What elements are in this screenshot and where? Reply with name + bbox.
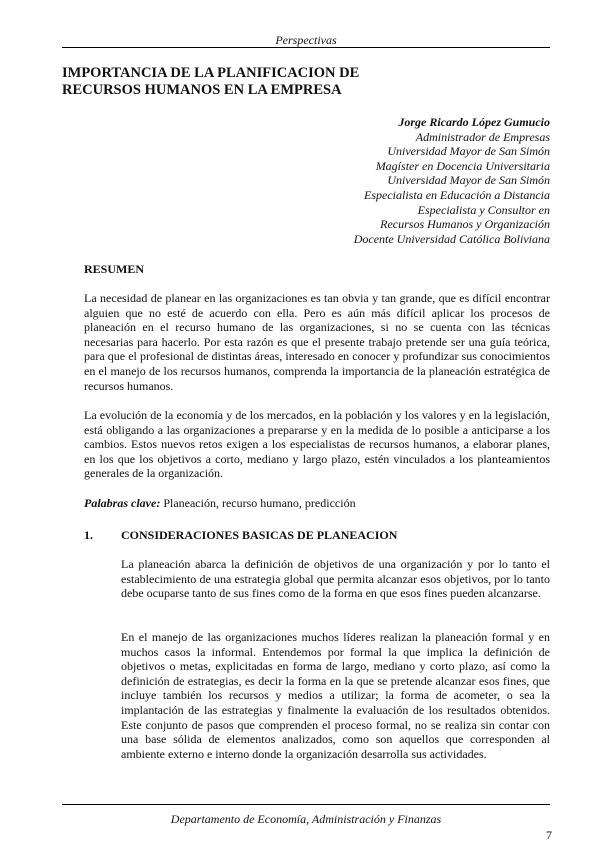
section-paragraph-1: La planeación abarca la definición de objetivos de una organización y por lo tanto el establecimiento de una estrategia global que permita alcanzar esos objetivos, por lo tanto debe ocuparse tanto de sus fines como de la forma en que esos fines pueden alcanzarse. bbox=[121, 557, 550, 601]
affiliation-line: Magíster en Docencia Universitaria bbox=[375, 158, 550, 173]
affiliation-line: Docente Universidad Católica Boliviana bbox=[353, 231, 550, 246]
abstract-heading: RESUMEN bbox=[84, 262, 145, 276]
affiliation-line: Universidad Mayor de San Simón bbox=[387, 173, 550, 188]
section-heading bbox=[84, 528, 550, 543]
title-line-1: IMPORTANCIA DE LA PLANIFICACION DE bbox=[62, 65, 360, 81]
abstract-paragraph-1: La necesidad de planear en las organizaciones es tan obvia y tan grande, que es difícil encontrar alguien que no esté de acuerdo con ella. Pero es aún más difícil aplicar los procesos de planeación en el recurso humano de las organizaciones, si no se cuenta con las técnicas necesarias para hacerlo. Por esta razón es que el presente trabajo pretende ser una guía teórica, para que el profesional de distintas áreas, interesado en conocer y profundizar sus conocimientos en el manejo de los recursos humanos, comprenda la importancia de la planeación estratégica de recursos humanos. bbox=[84, 291, 550, 393]
affiliation-line: Administrador de Empresas bbox=[415, 129, 550, 144]
section-title: CONSIDERACIONES BASICAS DE PLANEACION bbox=[121, 528, 398, 542]
article-title bbox=[62, 65, 482, 99]
affiliation-line: Recursos Humanos y Organización bbox=[380, 217, 550, 232]
section-number: 1. bbox=[84, 528, 93, 542]
affiliation-line: Especialista y Consultor en bbox=[417, 202, 550, 217]
footer-department: Departamento de Economía, Administración y Finanzas bbox=[170, 812, 442, 826]
page-number: 7 bbox=[546, 828, 552, 842]
keywords-label: Palabras clave: bbox=[84, 496, 161, 510]
section-paragraph-2: En el manejo de las organizaciones muchos líderes realizan la planeación formal y en muchos casos la informal. Entendemos por formal la que implica la definición de objetivos o metas, explicitadas en forma de largo, mediano y corto plazo, así como la definición de estrategias, es decir la forma en la que se pretende alcanzar esos fines, que incluye también los recursos y medios a utilizar; la forma de acometer, o sea la implantación de las estrategias y finalmente la evaluación de los resultados obtenidos. Este conjunto de pasos que comprenden el proceso formal, no se realiza sin contar con una base sólida de elementos analizados, como son aquellos que corresponden al ambiente externo e interno donde la organización desarrolla sus actividades. bbox=[121, 630, 550, 761]
affiliation-line: Especialista en Educación a Distancia bbox=[364, 187, 550, 202]
keywords bbox=[84, 496, 550, 511]
header-rule bbox=[62, 47, 550, 48]
footer-rule bbox=[62, 804, 550, 805]
keywords-value: Planeación, recurso humano, predicción bbox=[163, 496, 356, 510]
abstract-paragraph-2: La evolución de la economía y de los mercados, en la población y los valores y en la legislación, está obligando a las organizaciones a prepararse y en la medida de lo posible a anticiparse a los cambios. Estos nuevos retos exigen a los especialistas de recursos humanos, a elaborar planes, en los que los objetivos a corto, mediano y largo plazo, estén vinculados a los planteamientos generales de la organización. bbox=[84, 408, 550, 481]
title-line-2: RECURSOS HUMANOS EN LA EMPRESA bbox=[62, 82, 342, 98]
affiliation-line: Universidad Mayor de San Simón bbox=[387, 144, 550, 159]
running-header: Perspectivas bbox=[275, 33, 337, 47]
author-name: Jorge Ricardo López Gumucio bbox=[398, 115, 550, 129]
author-block bbox=[250, 115, 550, 246]
